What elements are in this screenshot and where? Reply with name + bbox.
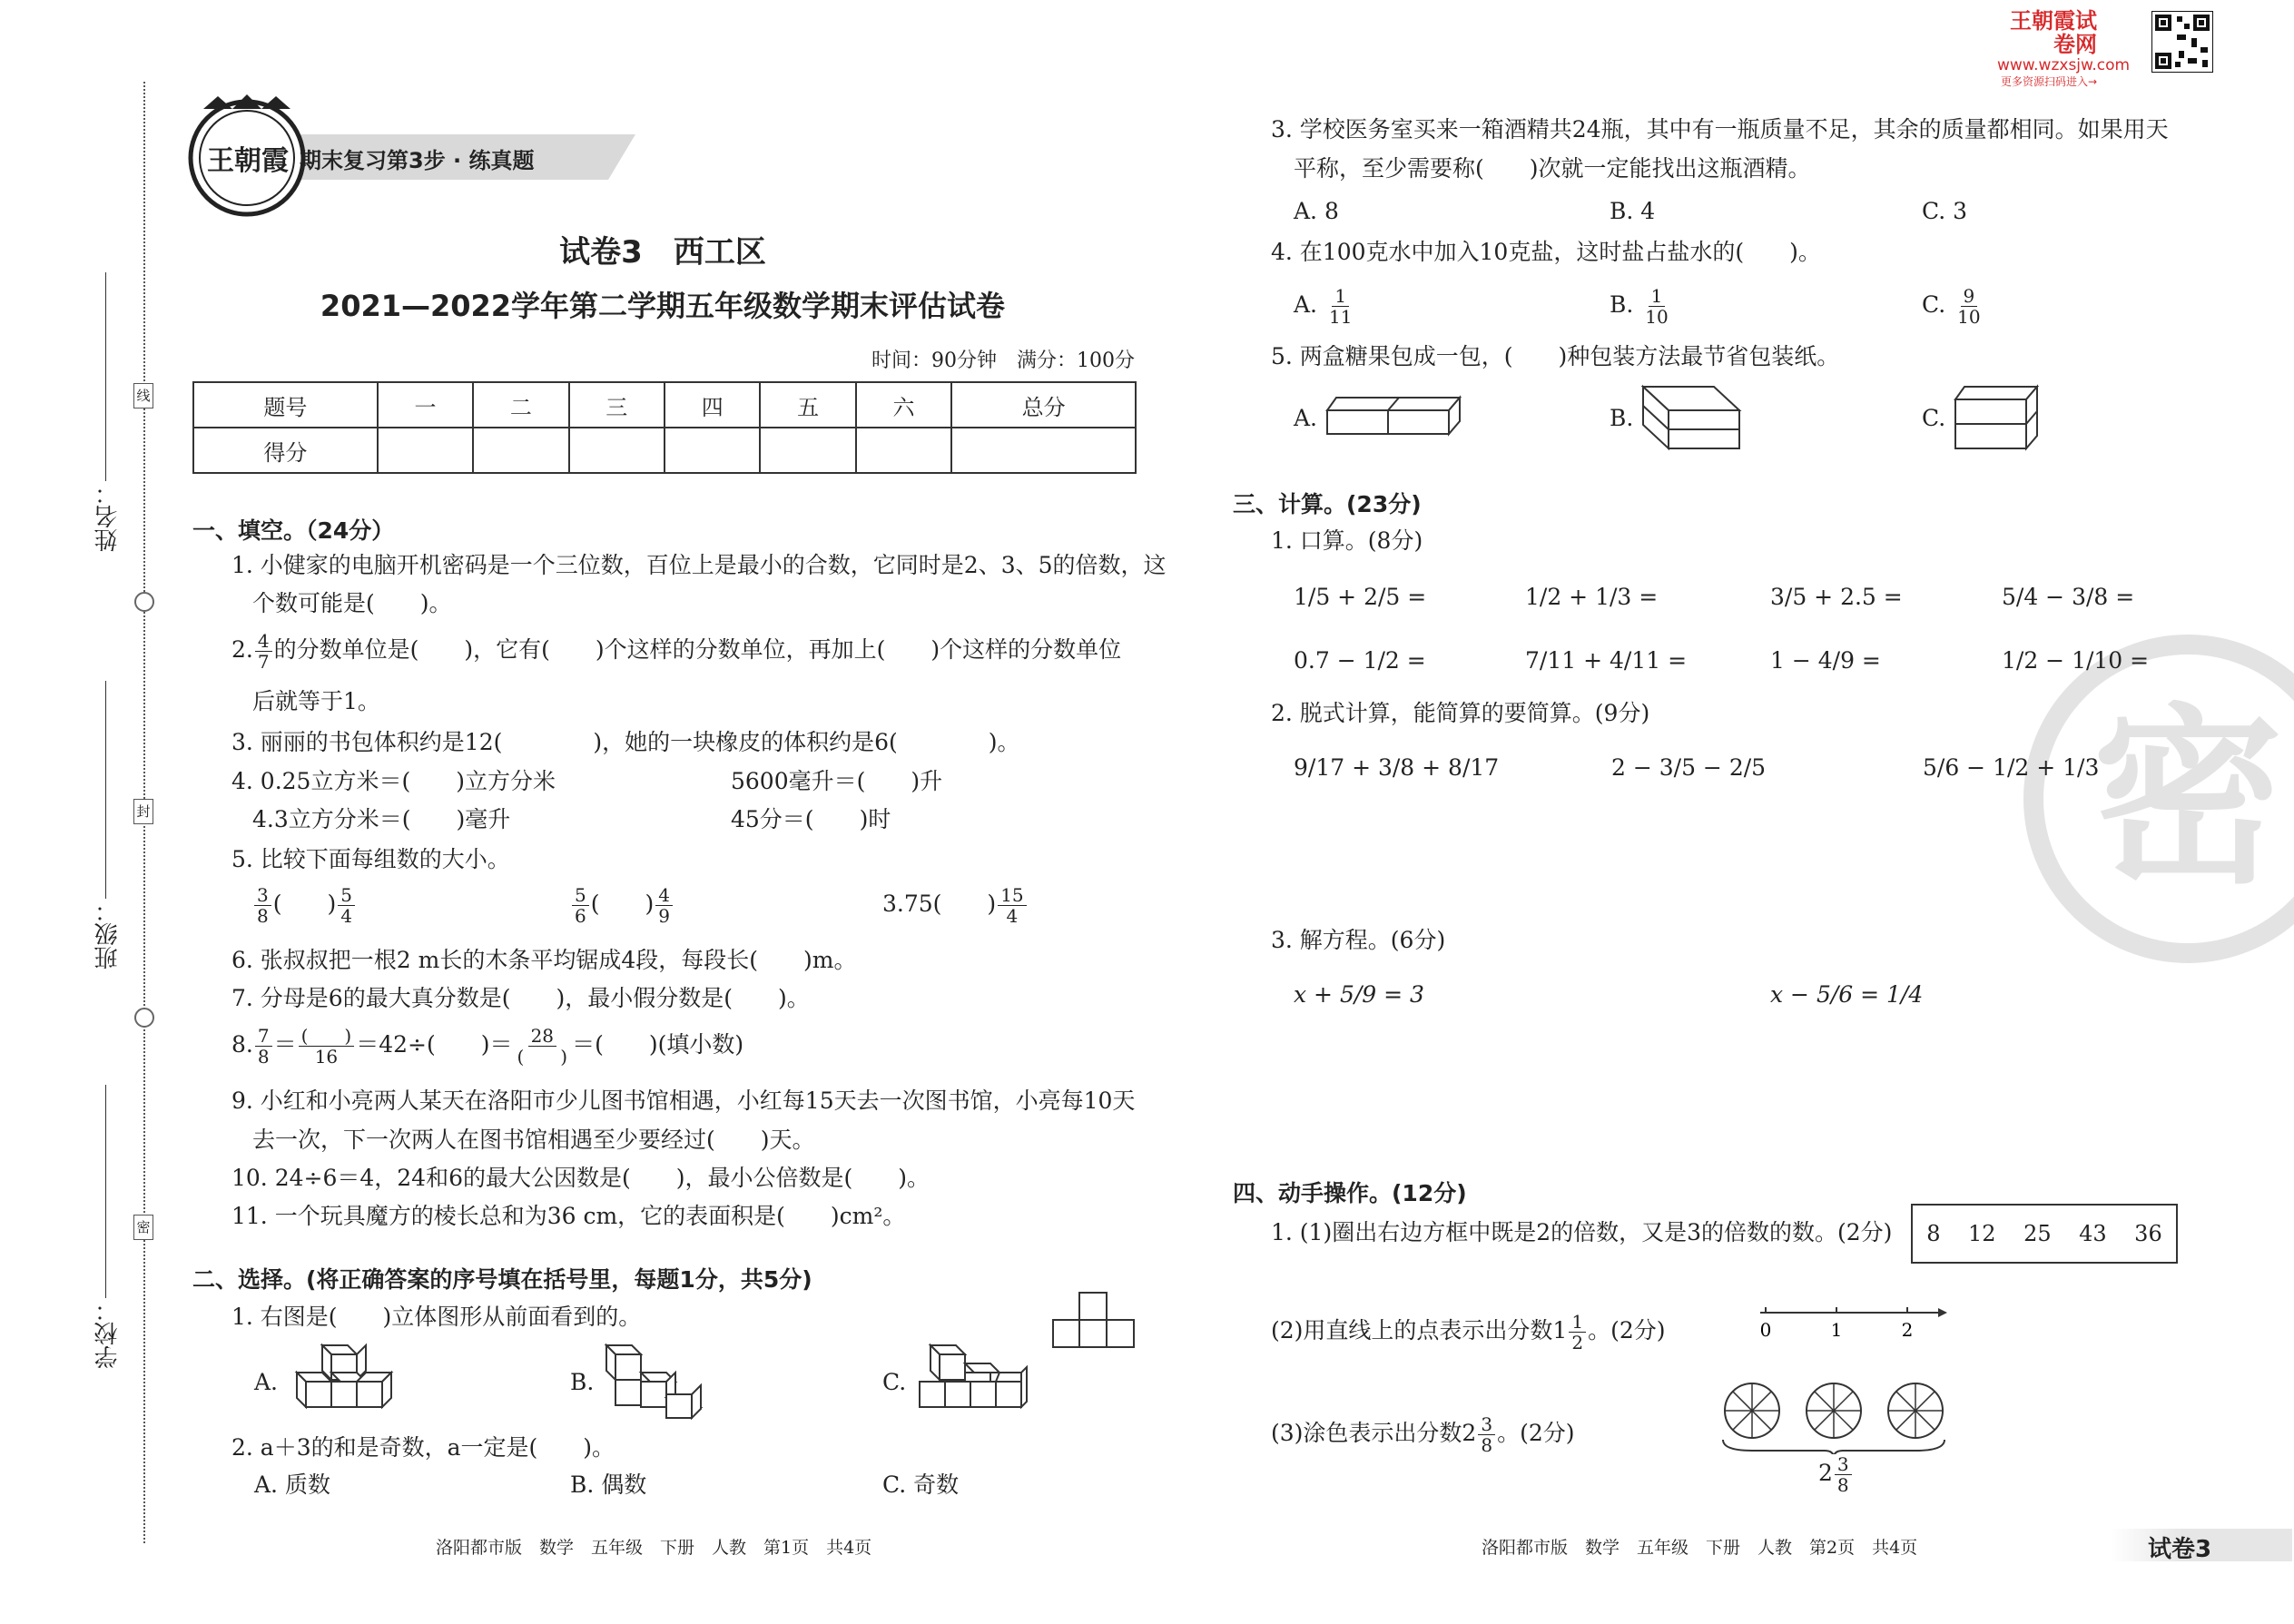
- oral-item: 1/2 − 1/10 =: [2002, 647, 2150, 674]
- s1-q2-prefix: 2.: [231, 636, 253, 663]
- section2-title: 二、选择。(将正确答案的序号填在括号里，每题1分，共5分): [192, 1266, 812, 1293]
- footer-left: 洛阳都市版 数学 五年级 下册 人教 第1页 共4页: [436, 1538, 872, 1558]
- numerator: 3: [1478, 1414, 1495, 1435]
- watermark-note: 更多资源扫码进入→: [2000, 75, 2097, 88]
- s4-q1: 1. (1)圈出右边方框中既是2的倍数，又是3的倍数的数。(2分): [1271, 1219, 1893, 1245]
- oral-item: 1/5 + 2/5 =: [1294, 584, 1427, 610]
- oral-item: 3/5 + 2.5 =: [1770, 584, 1903, 610]
- score-cell[interactable]: [569, 428, 665, 473]
- compare-item: [252, 885, 357, 926]
- denominator: 11: [1328, 306, 1353, 328]
- option-label: C.: [1922, 291, 1946, 318]
- footer-right: 洛阳都市版 数学 五年级 下册 人教 第2页 共4页: [1482, 1538, 1918, 1558]
- s2-q2-option-a[interactable]: A. 质数: [254, 1471, 330, 1498]
- mixed-whole: 2: [1818, 1460, 1833, 1486]
- fraction: [655, 885, 673, 926]
- fraction-circles[interactable]: [1716, 1378, 1952, 1454]
- s2-q3-option-c[interactable]: C. 3: [1922, 198, 1968, 224]
- fraction: [1478, 1414, 1495, 1455]
- s2-q3-line2: 平称，至少需要称( )次就一定能找出这瓶酒精。: [1294, 155, 1811, 182]
- watermark: [1997, 8, 2131, 89]
- fraction: [1835, 1454, 1852, 1495]
- numerator: 5: [572, 885, 589, 906]
- compare-blank[interactable]: ( ): [932, 891, 997, 917]
- mixed-whole: 2: [1462, 1420, 1477, 1446]
- denominator: 6: [575, 905, 586, 927]
- seal-mi-label: 密: [133, 1215, 153, 1240]
- mixed-whole: 1: [1552, 1317, 1568, 1343]
- s4-q2-text: (2)用直线上的点表示出分数: [1271, 1317, 1553, 1343]
- s1-q4d: 45分＝( )时: [731, 806, 891, 832]
- score-header-cell: 二: [473, 382, 568, 428]
- s1-q2-line1: [231, 631, 1121, 672]
- compare-blank[interactable]: ( ): [272, 891, 337, 917]
- denominator: 8: [257, 1046, 270, 1068]
- s1-q9-line2: 去一次，下一次两人在图书馆相遇至少要经过( )天。: [252, 1127, 815, 1153]
- s2-q3-option-a[interactable]: A. 8: [1294, 198, 1339, 224]
- name-label: 姓名：: [94, 481, 122, 552]
- seal-seal-label: 封: [133, 799, 153, 824]
- front-view-figure: [1051, 1291, 1137, 1351]
- denominator: 10: [1645, 306, 1669, 328]
- school-label: 学校：: [94, 1298, 122, 1369]
- section1-title: 一、填空。（24分）: [192, 517, 395, 544]
- denominator: 9: [658, 905, 670, 927]
- s1-q7: 7. 分母是6的最大真分数是( )，最小假分数是( )。: [231, 985, 810, 1011]
- s4-q2: [1271, 1312, 1665, 1353]
- s2-q5-option-c[interactable]: C.: [1922, 405, 1946, 431]
- number-item[interactable]: 12: [1968, 1221, 1996, 1246]
- box-pack-c: [1954, 383, 2039, 452]
- oral-item: 1/2 + 1/3 =: [1525, 584, 1659, 610]
- tick-label: 2: [1901, 1319, 1914, 1341]
- s2-q5-option-b[interactable]: B.: [1610, 405, 1634, 431]
- number-item[interactable]: 36: [2134, 1221, 2162, 1246]
- equation-title: 3. 解方程。(6分): [1271, 927, 1446, 953]
- time-score: 时间：90分钟 满分：100分: [871, 349, 1135, 372]
- s1-q8-prefix: 8.: [231, 1031, 253, 1058]
- score-header-cell: 五: [760, 382, 855, 428]
- s4-q3-tail: 。(2分): [1497, 1420, 1575, 1446]
- fraction: [1326, 286, 1354, 327]
- s2-q3-option-b[interactable]: B. 4: [1610, 198, 1656, 224]
- main-title: 2021—2022学年第二学期五年级数学期末评估试卷: [320, 289, 1006, 323]
- punch-hole-icon: [134, 592, 154, 612]
- numerator: 1: [1332, 286, 1349, 307]
- cube-figure-a: [286, 1342, 395, 1420]
- score-row: [193, 428, 1136, 473]
- svg-text:密: 密: [2092, 687, 2284, 910]
- denominator: 7: [257, 651, 270, 673]
- denominator: 4: [340, 905, 352, 927]
- score-cell[interactable]: [760, 428, 855, 473]
- qr-code-icon: [2151, 11, 2213, 73]
- score-header-cell: 六: [856, 382, 951, 428]
- numerator: 1: [1649, 286, 1666, 307]
- fraction: [998, 885, 1026, 926]
- score-header-cell: 一: [378, 382, 473, 428]
- score-header-cell: 总分: [951, 382, 1136, 428]
- numerator: ( ): [299, 1026, 355, 1047]
- tick-label: 0: [1759, 1319, 1772, 1341]
- paper-tag: 试卷3: [2148, 1536, 2212, 1563]
- fraction: [254, 885, 271, 926]
- step-item: 2 − 3/5 − 2/5: [1611, 754, 1767, 781]
- section4-title: 四、动手操作。(12分): [1233, 1180, 1467, 1206]
- s1-q3: 3. 丽丽的书包体积约是12( )，她的一块橡皮的体积约是6( )。: [231, 729, 1020, 755]
- s2-q1-option-c-label[interactable]: C.: [882, 1369, 907, 1395]
- step-calc-title: 2. 脱式计算，能简算的要简算。(9分): [1271, 700, 1650, 726]
- numerator: 7: [255, 1026, 272, 1047]
- s1-q4c: 4.3立方分米＝( )毫升: [252, 806, 511, 832]
- class-label: 班级：: [94, 899, 122, 969]
- denominator: 8: [1836, 1474, 1849, 1496]
- denominator: ( ): [517, 1046, 568, 1068]
- number-line[interactable]: [1757, 1300, 1947, 1345]
- oral-item: 5/4 − 3/8 =: [2002, 584, 2135, 610]
- score-row-label: 得分: [193, 428, 378, 473]
- step-item: 5/6 − 1/2 + 1/3: [1923, 754, 2100, 781]
- score-table: [192, 381, 1137, 474]
- s2-q1: 1. 右图是( )立体图形从前面看到的。: [231, 1304, 642, 1330]
- oral-item: 0.7 − 1/2 =: [1294, 647, 1426, 674]
- equation-item: x − 5/6 = 1/4: [1770, 981, 1924, 1008]
- cube-figure-c: [912, 1342, 1030, 1420]
- option-label: A.: [1294, 291, 1318, 318]
- cube-figure-b: [599, 1342, 708, 1420]
- s4-q3: [1271, 1414, 1574, 1455]
- s2-q2-option-b[interactable]: B. 偶数: [570, 1471, 647, 1498]
- number-item[interactable]: 8: [1926, 1221, 1941, 1246]
- fraction: [1954, 286, 1983, 327]
- s1-q1-line1: 1. 小健家的电脑开机密码是一个三位数，百位上是最小的合数，它同时是2、3、5的倍数，这: [231, 552, 1167, 578]
- fraction: [1569, 1312, 1586, 1353]
- step-label: 期末复习第3步 · 练真题: [300, 148, 535, 173]
- numerator: 15: [998, 885, 1026, 906]
- number-item[interactable]: 43: [2079, 1221, 2107, 1246]
- s1-q4a: 4. 0.25立方米＝( )立方分米: [231, 768, 556, 794]
- s4-q3-text: (3)涂色表示出分数: [1271, 1420, 1462, 1446]
- s1-q10: 10. 24÷6＝4，24和6的最大公因数是( )，最小公倍数是( )。: [231, 1165, 930, 1191]
- score-header-row: [193, 382, 1136, 428]
- s2-q3-line1: 3. 学校医务室买来一箱酒精共24瓶，其中有一瓶质量不足，其余的质量都相同。如果用天: [1271, 116, 2169, 143]
- step-item: 9/17 + 3/8 + 8/17: [1294, 754, 1500, 781]
- numerator: 9: [1961, 286, 1978, 307]
- denominator: 16: [314, 1046, 339, 1068]
- fraction: [1642, 286, 1670, 327]
- score-header-cell: 三: [569, 382, 665, 428]
- s1-q11: 11. 一个玩具魔方的棱长总和为36 cm，它的表面积是( )cm²。: [231, 1203, 906, 1229]
- numerator: 28: [528, 1026, 556, 1047]
- fraction: [255, 631, 272, 672]
- seal-line-label: 线: [133, 383, 153, 408]
- s1-q9-line1: 9. 小红和小亮两人某天在洛阳市少儿图书馆相遇，小红每15天去一次图书馆，小亮每10天: [231, 1088, 1136, 1114]
- denominator: 10: [1957, 306, 1981, 328]
- box-pack-a: [1325, 390, 1462, 445]
- brand-logo: 王朝霞: [207, 145, 289, 177]
- s2-q5: 5. 两盒糖果包成一包，( )种包装方法最节省包装纸。: [1271, 343, 1840, 369]
- score-header-cell: 题号: [193, 382, 378, 428]
- section3-title: 三、计算。(23分): [1233, 491, 1422, 517]
- s1-q2-text: 的分数单位是( )，它有( )个这样的分数单位，再加上( )个这样的分数单位: [273, 636, 1122, 663]
- s2-q4-option-a[interactable]: [1294, 286, 1356, 327]
- s2-q4-option-c[interactable]: [1922, 286, 1985, 327]
- punch-hole-icon: [134, 1008, 154, 1028]
- fraction: [299, 1026, 355, 1067]
- score-cell[interactable]: [378, 428, 473, 473]
- paper-title: 试卷3 西工区: [559, 234, 766, 271]
- numerator: 3: [254, 885, 271, 906]
- oral-item: 7/11 + 4/11 =: [1525, 647, 1688, 674]
- tick-label: 1: [1830, 1319, 1843, 1341]
- s1-q4b: 5600毫升＝( )升: [731, 768, 943, 794]
- s2-q2-option-c[interactable]: C. 奇数: [882, 1471, 960, 1498]
- s1-q2-line2: 后就等于1。: [252, 688, 380, 714]
- circles-caption: [1818, 1454, 1854, 1495]
- s2-q4: 4. 在100克水中加入10克盐，这时盐占盐水的( )。: [1271, 239, 1821, 265]
- numerator: 3: [1835, 1454, 1852, 1475]
- fraction: [515, 1026, 571, 1067]
- s2-q4-option-b[interactable]: [1610, 286, 1673, 327]
- confidential-seal-icon: [2015, 626, 2294, 971]
- denominator: 8: [257, 905, 269, 927]
- fraction: [338, 885, 355, 926]
- s4-q2-tail: 。(2分): [1588, 1317, 1666, 1343]
- class-field[interactable]: [105, 681, 106, 899]
- s1-q8: 8. $\frac{7}{8}$ ＝ $\frac{( )}{16}$ ＝42÷( )＝ $\frac{28}{( )}$ ＝( )(填小数): [231, 1025, 744, 1068]
- numerator: 1: [1569, 1312, 1586, 1333]
- fraction: [572, 885, 589, 926]
- fraction: [255, 1026, 272, 1067]
- denominator: 4: [1006, 905, 1019, 927]
- option-label: B.: [1610, 291, 1634, 318]
- s2-q1-option-b-label[interactable]: B.: [570, 1369, 595, 1395]
- compare-blank[interactable]: ( ): [590, 891, 655, 917]
- denominator: 8: [1481, 1434, 1493, 1456]
- equation-item: x + 5/9 = 3: [1294, 981, 1424, 1008]
- numerator: 4: [255, 631, 272, 652]
- s2-q5-option-a[interactable]: A.: [1294, 405, 1318, 431]
- score-cell[interactable]: [951, 428, 1136, 473]
- s1-q5: 5. 比较下面每组数的大小。: [231, 846, 510, 872]
- s2-q1-option-a-label[interactable]: A.: [254, 1369, 279, 1395]
- watermark-brand: 王朝霞试卷网: [2010, 8, 2097, 57]
- numerator: 4: [655, 885, 673, 906]
- score-cell[interactable]: [665, 428, 760, 473]
- box-pack-b: [1641, 383, 1743, 452]
- numerator: 5: [338, 885, 355, 906]
- number-box: [1911, 1204, 2178, 1264]
- watermark-url: www.wzxsjw.com: [1997, 56, 2131, 74]
- s1-q6: 6. 张叔叔把一根2 m长的木条平均锯成4段，每段长( )m。: [231, 947, 857, 973]
- score-cell[interactable]: [856, 428, 951, 473]
- number-item[interactable]: 25: [2023, 1221, 2052, 1246]
- s1-q8-tail: ＝( )(填小数): [572, 1031, 744, 1058]
- s2-q2: 2. a＋3的和是奇数，a一定是( )。: [231, 1434, 615, 1461]
- score-cell[interactable]: [473, 428, 568, 473]
- compare-item: [882, 885, 1029, 926]
- denominator: 2: [1571, 1332, 1584, 1353]
- s1-q8-mid: ＝42÷( )＝: [356, 1031, 513, 1058]
- oral-calc-title: 1. 口算。(8分): [1271, 527, 1423, 554]
- compare-item: [570, 885, 674, 926]
- name-field[interactable]: [105, 272, 106, 481]
- score-header-cell: 四: [665, 382, 760, 428]
- s1-q1-line2: 个数可能是( )。: [252, 590, 452, 616]
- decimal-value: 3.75: [882, 891, 933, 917]
- oral-item: 1 − 4/9 =: [1770, 647, 1881, 674]
- school-field[interactable]: [105, 1085, 106, 1298]
